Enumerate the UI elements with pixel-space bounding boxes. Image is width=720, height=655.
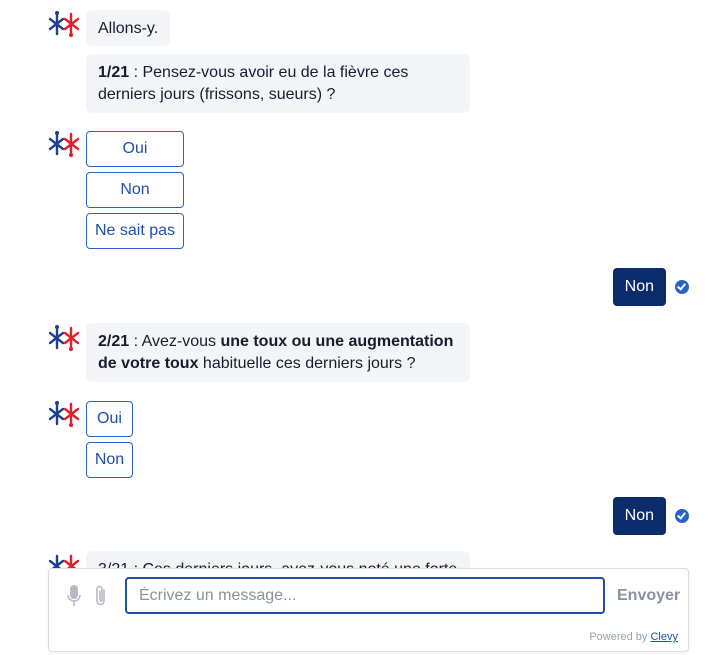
message-input[interactable] — [125, 577, 605, 614]
bot-avatar-icon — [48, 8, 80, 40]
bot-message-greeting — [86, 10, 170, 46]
user-message-answer-2: Non — [613, 497, 666, 535]
choice-oui-button[interactable]: Oui — [86, 131, 184, 167]
question-1-text: : Pensez-vous avoir eu de la fièvre ces derniers jours (frissons, sueurs) ? — [98, 64, 409, 103]
bot-message-question-1 — [86, 54, 470, 113]
bot-message-question-2 — [86, 323, 470, 382]
delivered-check-icon — [675, 280, 689, 294]
choice-non-button[interactable]: Non — [86, 172, 184, 208]
send-button[interactable]: Envoyer — [617, 587, 681, 604]
question-2-text-b: habituelle ces derniers jours ? — [198, 355, 416, 372]
choice-non-button[interactable]: Non — [86, 442, 133, 478]
message-composer — [48, 568, 689, 652]
choice-ne-sait-pas-button[interactable]: Ne sait pas — [86, 213, 184, 249]
bot-avatar-icon — [48, 322, 80, 354]
question-1-number: 1/21 — [98, 64, 130, 81]
microphone-icon[interactable] — [67, 585, 81, 607]
powered-by — [589, 631, 678, 643]
question-2-bold: une toux ou une augmentation de votre toux — [98, 333, 454, 372]
greeting-text: Allons-y. — [98, 20, 159, 37]
delivered-check-icon — [675, 509, 689, 523]
choice-oui-button[interactable]: Oui — [86, 401, 133, 437]
user-message-answer-1: Non — [613, 268, 666, 306]
powered-by-label: Powered by — [589, 631, 648, 643]
bot-avatar-icon — [48, 128, 80, 160]
bot-avatar-icon — [48, 398, 80, 430]
question-2-number: 2/21 — [98, 333, 130, 350]
attachment-icon[interactable] — [94, 584, 108, 608]
question-2-text-a: : Avez-vous — [129, 333, 221, 350]
clevy-link[interactable]: Clevy — [650, 631, 678, 643]
